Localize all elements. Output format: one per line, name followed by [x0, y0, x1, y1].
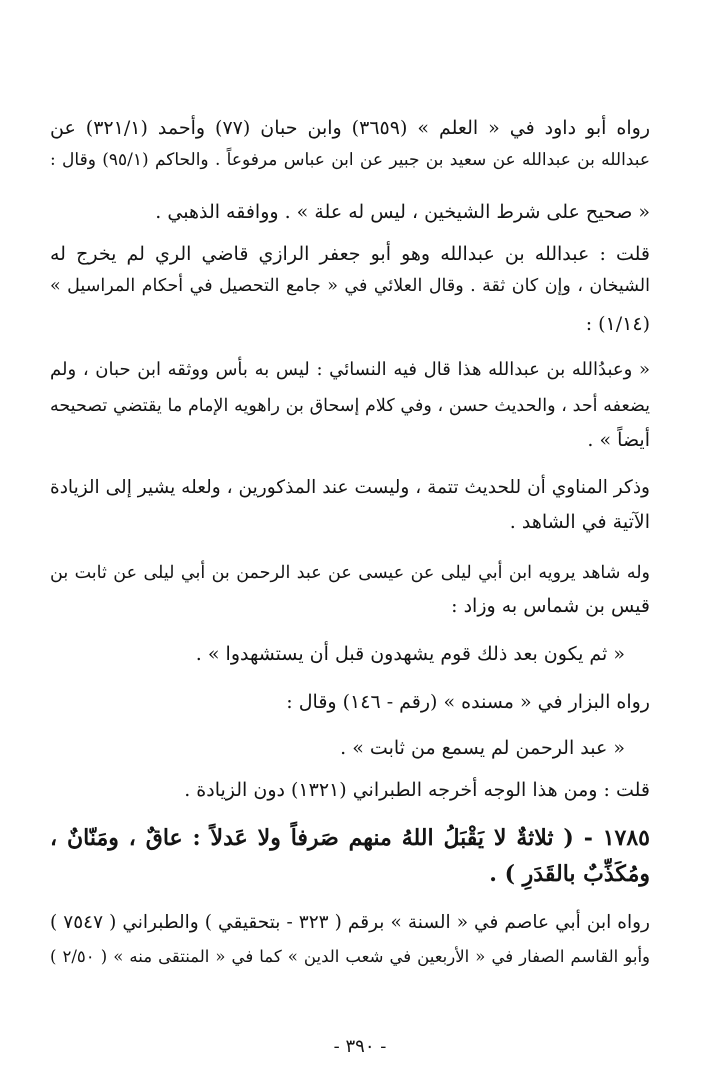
text-line: قلت : ومن هذا الوجه أخرجه الطبراني (١٣٢١) دون الزيادة . [184, 779, 650, 801]
text-line: « وعبدُالله بن عبدالله هذا قال فيه النسائي : ليس به بأس ووثقه ابن حبان ، ولم [50, 359, 650, 380]
quote-line: « عبد الرحمن لم يسمع من ثابت » . [340, 737, 625, 759]
text-line: وذكر المناوي أن للحديث تتمة ، وليست عند المذكورين ، ولعله يشير إلى الزيادة [50, 477, 650, 498]
text-line: رواه ابن أبي عاصم في « السنة » برقم ( ٣٢٣ - بتحقيقي ) والطبراني ( ٧٥٤٧ ) [50, 912, 650, 933]
text-line: الآتية في الشاهد . [509, 511, 650, 533]
quote-line: « ثم يكون بعد ذلك قوم يشهدون قبل أن يستشهدوا » . [195, 643, 625, 665]
text-line: وأبو القاسم الصفار في « الأربعين في شعب الدين » كما في « المنتقى منه » ( ٢/٥٠ ) [50, 947, 650, 966]
text-line: قيس بن شماس به وزاد : [451, 595, 650, 617]
text-line: (١/١٤) : [585, 313, 650, 335]
page-number: - ٣٩٠ - [333, 1036, 387, 1057]
text-line: قلت : عبدالله بن عبدالله وهو أبو جعفر الرازي قاضي الري لم يخرج له [50, 243, 650, 265]
text-line: الشيخان ، وإن كان ثقة . وقال العلائي في « جامع التحصيل في أحكام المراسيل » [50, 276, 650, 296]
text-line: يضعفه أحد ، والحديث حسن ، وفي كلام إسحاق بن راهويه الإمام ما يقتضي تصحيحه [50, 396, 650, 416]
text-line: عبدالله بن عبدالله عن سعيد بن جبير عن ابن عباس مرفوعاً . والحاكم (٩٥/١) وقال : [50, 150, 650, 170]
text-line: أيضاً » . [587, 429, 650, 451]
text-line: « صحيح على شرط الشيخين ، ليس له علة » . ووافقه الذهبي . [155, 201, 650, 223]
hadith-heading-continuation: ومُكَذِّبٌ بالقَدَرِ ) . [489, 861, 650, 887]
text-line: وله شاهد يرويه ابن أبي ليلى عن عيسى عن عبد الرحمن بن أبي ليلى عن ثابت بن [50, 563, 650, 583]
text-line: رواه أبو داود في « العلم » (٣٦٥٩) وابن حبان (٧٧) وأحمد (٣٢١/١) عن [50, 117, 651, 139]
text-line: رواه البزار في « مسنده » (رقم - ١٤٦) وقال : [286, 691, 650, 713]
hadith-heading: ١٧٨٥ - ( ثلاثةٌ لا يَقْبَلُ اللهُ منهم صَرفاً ولا عَدلاً : عاقٌ ، ومَنّانٌ ، [50, 825, 650, 851]
